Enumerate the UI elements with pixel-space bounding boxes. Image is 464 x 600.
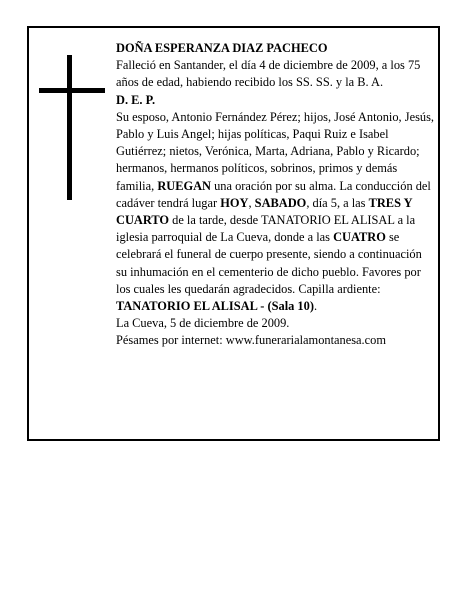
- funeral-text: se celebrará el funeral de cuerpo presente, siendo a continuación su inhumación en el cementerio de dicho pueblo. Favores por los cuales les quedarán agradecidos. Capilla ardiente:: [116, 230, 422, 296]
- saturday-text: SABADO: [254, 195, 307, 210]
- deceased-name: DOÑA ESPERANZA DIAZ PACHECO: [116, 41, 328, 55]
- cross-icon: [39, 55, 105, 200]
- notice-text: [116, 40, 434, 350]
- death-announcement: Falleció en Santander, el día 4 de diciembre de 2009, a los 75 años de edad, habiendo recibido los SS. SS. y la B. A.: [116, 58, 421, 90]
- place-and-date: La Cueva, 5 de diciembre de 2009.: [116, 316, 290, 331]
- route-text: de la tarde, desde TANATORIO EL ALISAL a la iglesia parroquial de La Cueva, donde a las: [116, 213, 416, 245]
- prayer-text: una oración por su alma. La conducción del cadáver tendrá lugar: [116, 178, 431, 210]
- day-text: , día 5, a las: [306, 195, 369, 210]
- family-members: Su esposo, Antonio Fernández Pérez; hijos, José Antonio, Jesús, Pablo y Luis Angel; hijas políticas, Paqui Ruiz e Isabel Gutiérrez; nietos, Verónica, Marta, Adriana, Pablo y Ricardo; hermanos, hermanos políticos, sobrinos, primos y demás familia,: [116, 109, 435, 193]
- closing-period: .: [313, 299, 318, 314]
- family-paragraph: [116, 109, 434, 315]
- chapel-location: TANATORIO EL ALISAL - (Sala 10): [116, 299, 314, 314]
- online-condolences: Pésames por internet: www.funerarialamontanesa.com: [116, 333, 386, 348]
- cross-horizontal-bar: [39, 88, 105, 93]
- funeral-time: CUATRO: [333, 230, 386, 245]
- obituary-notice: [27, 26, 440, 441]
- ruegan-text: RUEGAN: [157, 178, 212, 193]
- procession-time: TRES Y CUARTO: [116, 195, 413, 228]
- rest-in-peace: D. E. P.: [116, 92, 156, 107]
- today-text: HOY: [220, 195, 249, 210]
- comma-separator: ,: [248, 195, 255, 210]
- cross-vertical-bar: [67, 55, 72, 200]
